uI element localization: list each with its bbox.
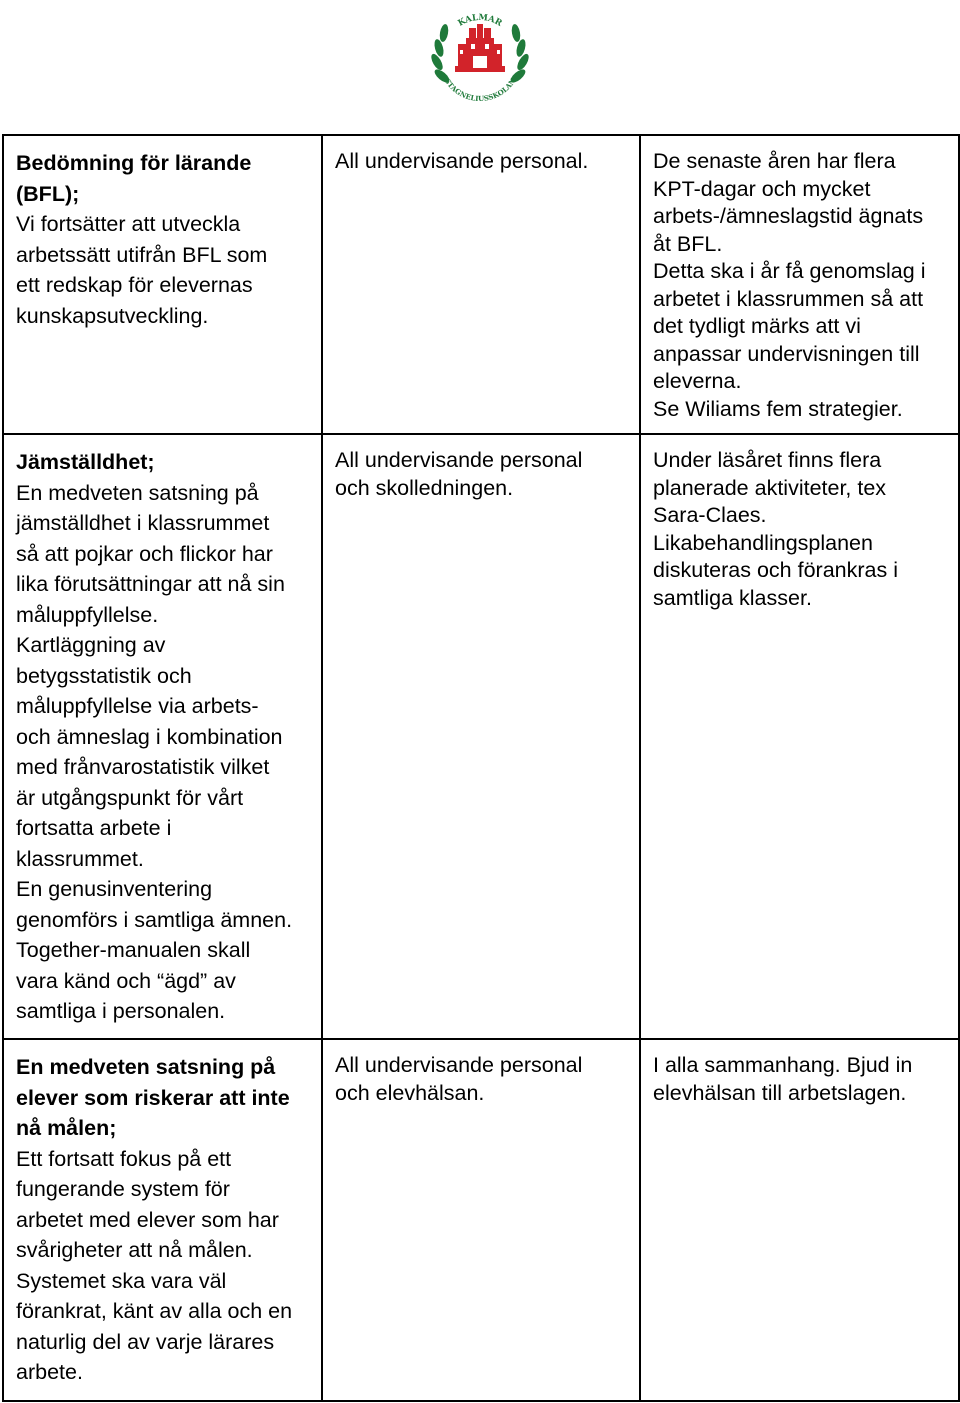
focus-area-text-line: naturlig del av varje lärares: [16, 1329, 275, 1354]
focus-area-text-line: fortsatta arbete i: [16, 816, 172, 840]
focus-area-heading-line: En medveten satsning på: [16, 1055, 276, 1079]
responsible-line: All undervisande personal.: [335, 149, 589, 173]
comment-line: Se Wiliams fem strategier.: [653, 396, 903, 421]
focus-area-text-line: måluppfyllelse.: [16, 602, 159, 627]
focus-area-cell: [3, 1039, 322, 1401]
focus-area-text-line: Systemet ska vara väl: [16, 1268, 227, 1293]
comment-line: anpassar undervisningen till: [653, 341, 920, 366]
focus-area-text-line: jämställdhet i klassrummet: [16, 511, 270, 535]
comment-line: diskuteras och förankras i: [653, 558, 898, 582]
comment-cell: [640, 434, 959, 1039]
focus-area-text-line: klassrummet.: [16, 846, 144, 871]
focus-area-text-line: med frånvarostatistik vilket: [16, 755, 270, 779]
focus-area-text-line: vara känd och “ägd” av: [16, 968, 236, 993]
focus-area-text-line: fungerande system för: [16, 1177, 230, 1201]
focus-area-text-line: Ett fortsatt fokus på ett: [16, 1146, 232, 1171]
comment-line: planerade aktiviteter, tex: [653, 475, 887, 500]
comment-line: arbets-/ämneslagstid ägnats: [653, 204, 924, 228]
responsible-line: och elevhälsan.: [335, 1080, 485, 1105]
focus-area-text-line: En genusinventering: [16, 877, 213, 901]
comment-line: eleverna.: [653, 369, 742, 393]
focus-area-text-line: arbete.: [16, 1360, 83, 1384]
responsible-line: och skolledningen.: [335, 475, 514, 500]
comment-line: samtliga klasser.: [653, 585, 812, 610]
focus-area-text-line: Kartläggning av: [16, 633, 166, 657]
comment-line: arbetet i klassrummen så att: [653, 286, 924, 311]
comment-line: Sara-Claes.: [653, 503, 767, 527]
comment-line: Under läsåret finns flera: [653, 448, 882, 472]
focus-area-text-line: genomförs i samtliga ämnen.: [16, 907, 293, 932]
focus-area-text-line: så att pojkar och flickor har: [16, 541, 273, 566]
focus-area-text-line: arbetssätt utifrån BFL som: [16, 242, 268, 267]
comment-cell: [640, 1039, 959, 1401]
responsible-cell: [322, 1039, 640, 1401]
responsible-line: All undervisande personal: [335, 448, 583, 472]
comment-line: det tydligt märks att vi: [653, 314, 861, 338]
comment-line: KPT-dagar och mycket: [653, 176, 871, 201]
focus-area-text-line: Together-manualen skall: [16, 938, 251, 962]
focus-area-text-line: svårigheter att nå målen.: [16, 1238, 253, 1262]
focus-area-heading-line: (BFL);: [16, 181, 80, 206]
focus-area-text-line: förankrat, känt av alla och en: [16, 1299, 293, 1323]
focus-area-heading-line: nå målen;: [16, 1116, 117, 1140]
focus-area-text-line: betygsstatistik och: [16, 663, 192, 688]
focus-area-text-line: lika förutsättningar att nå sin: [16, 572, 285, 596]
responsible-cell: [322, 434, 640, 1039]
focus-area-heading-line: Jämställdhet;: [16, 450, 155, 474]
focus-area-text-line: kunskapsutveckling.: [16, 303, 209, 328]
focus-area-text-line: och ämneslag i kombination: [16, 724, 283, 749]
comment-cell: [640, 135, 959, 434]
focus-area-text-line: är utgångspunkt för vårt: [16, 785, 244, 810]
school-crest-logo: [425, 0, 535, 110]
plan-table: [2, 134, 960, 1402]
responsible-line: All undervisande personal: [335, 1053, 583, 1077]
comment-line: De senaste åren har flera: [653, 149, 896, 173]
focus-area-cell: [3, 135, 322, 434]
table-row: [3, 434, 959, 1039]
comment-line: elevhälsan till arbetslagen.: [653, 1080, 907, 1105]
logo-top-text: KALMAR: [456, 12, 504, 29]
focus-area-text-line: Vi fortsätter att utveckla: [16, 212, 241, 236]
table-row: [3, 135, 959, 434]
focus-area-text-line: ett redskap för elevernas: [16, 273, 253, 297]
table-row: [3, 1039, 959, 1401]
focus-area-heading-line: Bedömning för lärande: [16, 151, 252, 175]
focus-area-cell: [3, 434, 322, 1039]
focus-area-text-line: arbetet med elever som har: [16, 1207, 279, 1232]
focus-area-text-line: En medveten satsning på: [16, 480, 259, 505]
comment-line: Likabehandlingsplanen: [653, 530, 873, 555]
responsible-cell: [322, 135, 640, 434]
castle-icon: [455, 24, 505, 72]
focus-area-text-line: måluppfyllelse via arbets-: [16, 694, 259, 718]
focus-area-heading-line: elever som riskerar att inte: [16, 1085, 290, 1110]
comment-line: I alla sammanhang. Bjud in: [653, 1053, 913, 1077]
focus-area-text-line: samtliga i personalen.: [16, 999, 226, 1023]
comment-line: åt BFL.: [653, 231, 723, 256]
logo-bottom-text: STAGNELIUSSKOLAN: [442, 76, 518, 104]
comment-line: Detta ska i år få genomslag i: [653, 259, 926, 283]
